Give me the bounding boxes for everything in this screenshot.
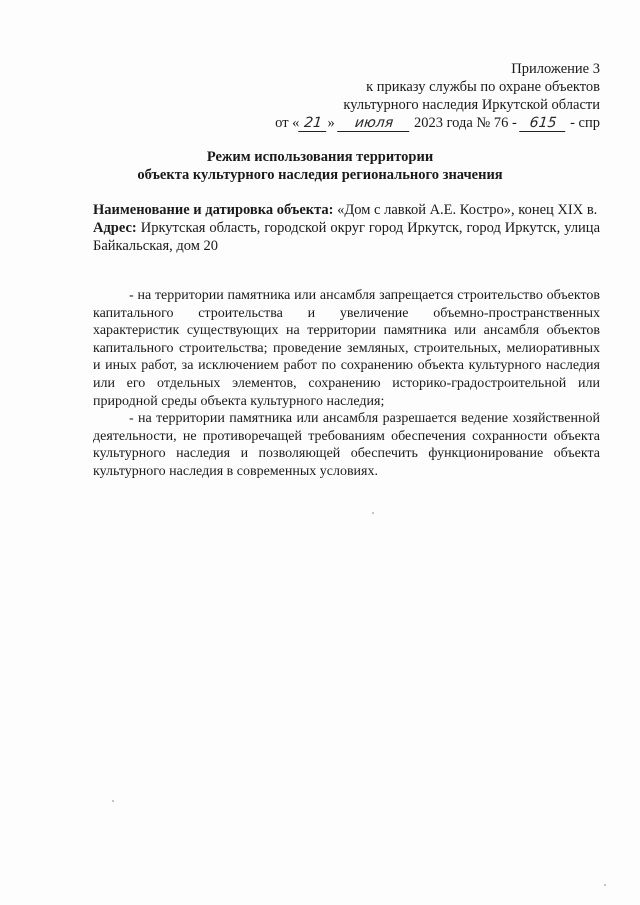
object-address-paragraph xyxy=(93,219,600,255)
object-address-label: Адрес: xyxy=(93,220,137,236)
authority-name-line: культурного наследия Иркутской области xyxy=(343,97,600,113)
scan-speck xyxy=(604,884,606,886)
object-address-value: Иркутская область, городской округ город Иркутск, город Иркутск, улица Байкальская, дом 20 xyxy=(93,220,601,254)
object-name-paragraph xyxy=(93,201,600,219)
prohibition-paragraph: - на территории памятника или ансамбля запрещается строительство объектов капитального строительства и увеличение объемно-пространственных характеристик существующих на территории памятника или ансамбля объектов капитального строительства; проведение земляных, строительных, мелиоративных и иных работ, за исключением работ по сохранению объекта культурного наследия или его отдельных элементов, сохранению историко-градостроительной или природной среды объекта культурного наследия; xyxy=(93,288,600,409)
appendix-header xyxy=(275,60,600,132)
scan-speck xyxy=(372,512,374,514)
object-info xyxy=(93,201,600,255)
handwritten-day: 21 xyxy=(299,116,329,132)
appendix-number: Приложение 3 xyxy=(511,61,600,77)
handwritten-month: июля xyxy=(337,116,411,132)
regime-text xyxy=(93,287,600,481)
date-prefix: от « xyxy=(275,115,300,131)
title-line-1: Режим использования территории xyxy=(206,149,434,165)
scan-speck xyxy=(112,800,114,802)
permission-paragraph: - на территории памятника или ансамбля разрешается ведение хозяйственной деятельности, не противоречащей требованиям обеспечения сохранности объекта культурного наследия и позволяющей обеспечить функционирование объекта культурного наследия в современных условиях. xyxy=(93,411,600,479)
handwritten-order-number: 615 xyxy=(520,116,568,132)
object-name-label: Наименование и датировка объекта: xyxy=(93,202,334,218)
order-reference-line: к приказу службы по охране объектов xyxy=(366,79,600,95)
order-date-line xyxy=(275,114,600,132)
date-quote-close: » xyxy=(327,115,335,131)
order-suffix: - спр xyxy=(570,115,600,131)
date-year-text: 2023 года № 76 - xyxy=(413,115,517,131)
title-line-2: объекта культурного наследия регионального значения xyxy=(137,167,503,183)
object-name-value: «Дом с лавкой А.Е. Костро», конец XIX в. xyxy=(337,202,598,218)
document-title xyxy=(0,148,640,184)
